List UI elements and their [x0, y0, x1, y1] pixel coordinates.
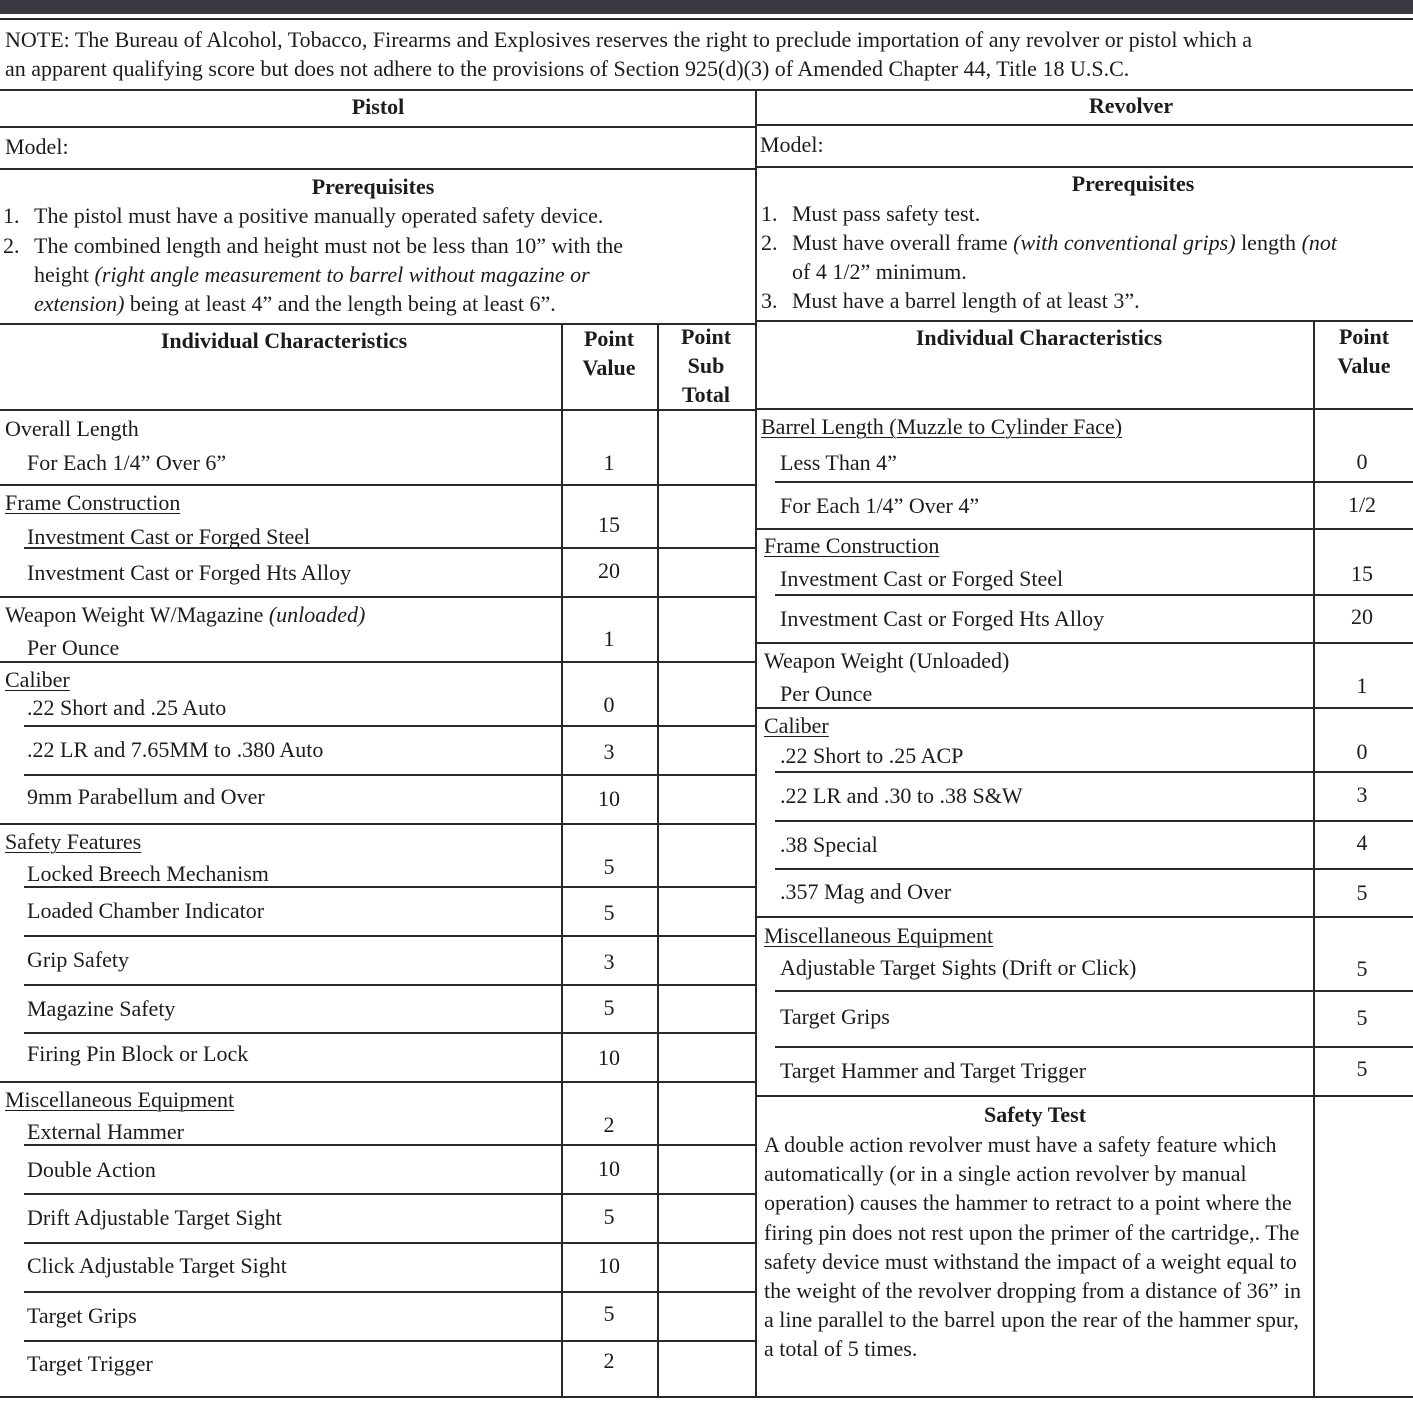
rule	[0, 323, 755, 325]
revolver-misc-equipment: Miscellaneous Equipment	[764, 923, 994, 948]
revolver-frame-construction: Frame Construction	[764, 533, 940, 558]
pistol-model-label: Model:	[5, 134, 69, 159]
pistol-safety-2: Loaded Chamber Indicator	[27, 898, 265, 923]
pistol-misc-1-value: 2	[603, 1112, 615, 1137]
rule	[0, 823, 755, 825]
pistol-caliber: Caliber	[5, 667, 70, 692]
header-rule	[0, 18, 1413, 20]
rule	[0, 168, 755, 170]
pistol-misc-4-value: 10	[598, 1253, 620, 1278]
revolver-cal-2: .22 LR and .30 to .38 S&W	[780, 783, 1023, 808]
pistol-misc-5-value: 5	[603, 1301, 615, 1326]
pistol-cal-3: 9mm Parabellum and Over	[27, 784, 265, 809]
revolver-frame-1-value: 15	[1351, 561, 1373, 586]
header-bar	[0, 0, 1413, 14]
rule	[24, 935, 755, 937]
pistol-misc-2: Double Action	[27, 1157, 156, 1182]
revolver-cal-2-value: 3	[1356, 782, 1368, 807]
revolver-frame-2-value: 20	[1351, 604, 1373, 629]
pistol-misc-equipment: Miscellaneous Equipment	[5, 1087, 235, 1112]
rule	[0, 409, 755, 411]
revolver-misc-1: Adjustable Target Sights (Drift or Click)	[780, 955, 1137, 980]
revolver-col-characteristics: Individual Characteristics	[915, 325, 1163, 350]
rule	[755, 528, 1413, 530]
rule	[755, 166, 1413, 168]
revolver-misc-1-value: 5	[1356, 956, 1368, 981]
revolver-prereq-2-num: 2.	[761, 230, 778, 255]
rule	[0, 596, 755, 598]
pistol-inv-steel: Investment Cast or Forged Steel	[27, 524, 311, 549]
revolver-cal-1-value: 0	[1356, 739, 1368, 764]
rule	[24, 1340, 755, 1342]
pistol-misc-2-value: 10	[598, 1156, 620, 1181]
rule	[24, 774, 755, 776]
pistol-misc-5: Target Grips	[27, 1303, 137, 1328]
pistol-safety-4: Magazine Safety	[27, 996, 176, 1021]
revolver-cal-4-value: 5	[1356, 880, 1368, 905]
rule	[0, 1081, 755, 1083]
rule	[775, 1046, 1413, 1048]
pistol-cal-2: .22 LR and 7.65MM to .380 Auto	[27, 737, 324, 762]
rule	[755, 1095, 1413, 1097]
rule	[755, 916, 1413, 918]
pistol-col-point-1: Point	[583, 326, 635, 351]
pistol-prereq-2: The combined length and height must not be less than 10” with the	[34, 233, 623, 258]
revolver-barrel-1-value: 0	[1356, 449, 1368, 474]
revolver-frame-2: Investment Cast or Forged Hts Alloy	[780, 606, 1105, 631]
rule	[24, 1032, 755, 1034]
rule	[755, 707, 1413, 709]
pistol-col-sub-2: Sub	[687, 353, 725, 378]
pistol-col-point-2: Value	[582, 355, 636, 380]
revolver-prereq-1: Must pass safety test.	[792, 201, 981, 226]
revolver-misc-2: Target Grips	[780, 1004, 890, 1029]
revolver-per-ounce: Per Ounce	[780, 681, 873, 706]
revolver-prereq-3-num: 3.	[761, 288, 778, 313]
pistol-misc-3: Drift Adjustable Target Sight	[27, 1205, 282, 1230]
rule	[0, 484, 755, 486]
col-divider	[1313, 1097, 1315, 1398]
revolver-prereq-2: Must have overall frame (with conventional grips) length (not	[792, 230, 1338, 255]
revolver-cal-3-value: 4	[1356, 830, 1368, 855]
pistol-prereq-1: The pistol must have a positive manually operated safety device.	[34, 203, 604, 228]
rule	[775, 481, 1413, 483]
pistol-safety-5-value: 10	[598, 1045, 620, 1070]
pistol-prereq-2-num: 2.	[3, 233, 20, 258]
revolver-misc-3-value: 5	[1356, 1056, 1368, 1081]
revolver-cal-4: .357 Mag and Over	[780, 879, 952, 904]
rule	[0, 89, 1413, 91]
rule	[775, 990, 1413, 992]
revolver-safety-test-title: Safety Test	[983, 1102, 1087, 1127]
revolver-barrel-2-value: 1/2	[1347, 492, 1377, 517]
rule	[24, 725, 755, 727]
pistol-col-sub-1: Point	[680, 324, 732, 349]
revolver-cal-3: .38 Special	[780, 832, 878, 857]
pistol-prereq-2-line3: extension) being at least 4” and the length being at least 6”.	[34, 291, 556, 316]
revolver-per-ounce-value: 1	[1356, 673, 1368, 698]
rule	[775, 594, 1413, 596]
revolver-weight: Weapon Weight (Unloaded)	[764, 648, 1010, 673]
revolver-model-label: Model:	[760, 132, 824, 157]
pistol-misc-6-value: 2	[603, 1348, 615, 1373]
rule	[775, 868, 1413, 870]
revolver-prereq-3: Must have a barrel length of at least 3”.	[792, 288, 1140, 313]
pistol-title: Pistol	[351, 94, 405, 119]
pistol-misc-6: Target Trigger	[27, 1351, 153, 1376]
pistol-safety-1-value: 5	[603, 854, 615, 879]
pistol-safety-3: Grip Safety	[27, 947, 130, 972]
rule	[755, 124, 1413, 126]
note-line-1: NOTE: The Bureau of Alcohol, Tobacco, Firearms and Explosives reserves the right to preclude importation of any revolver or pistol which a	[5, 27, 1253, 52]
revolver-prereq-2-line2: of 4 1/2” minimum.	[792, 259, 967, 284]
pistol-weight: Weapon Weight W/Magazine (unloaded)	[5, 602, 366, 627]
pistol-each-quarter: For Each 1/4” Over 6”	[27, 450, 227, 475]
pistol-per-ounce: Per Ounce	[27, 635, 120, 660]
revolver-col-point-2: Value	[1337, 353, 1391, 378]
revolver-barrel-length: Barrel Length (Muzzle to Cylinder Face)	[761, 414, 1123, 439]
pistol-inv-steel-value: 15	[598, 512, 620, 537]
revolver-prereq-title: Prerequisites	[1071, 171, 1195, 196]
revolver-misc-3: Target Hammer and Target Trigger	[780, 1058, 1087, 1083]
revolver-title: Revolver	[1088, 93, 1174, 118]
rule	[24, 1242, 755, 1244]
pistol-cal-1: .22 Short and .25 Auto	[27, 695, 227, 720]
pistol-safety-4-value: 5	[603, 995, 615, 1020]
pistol-overall-length: Overall Length	[5, 416, 139, 441]
revolver-safety-test-text: A double action revolver must have a safety feature which automatically (or in a single action revolver by manual operation) causes the hammer to retract to a point where the firing pin does not rest upon the primer of the cartridge,. The safety device must withstand the impact of a weight equal to the weight of the revolver dropping from a distance of 36” in a line parallel to the barrel upon the rear of the hammer spur, a total of 5 times.	[764, 1132, 1302, 1362]
pistol-cal-3-value: 10	[598, 786, 620, 811]
note-line-2: an apparent qualifying score but does not adhere to the provisions of Section 925(d)(3) of Amended Chapter 44, Title 18 U.S.C.	[5, 56, 1130, 81]
rule	[0, 126, 755, 128]
pistol-prereq-1-num: 1.	[3, 203, 20, 228]
rule	[775, 771, 1413, 773]
pistol-frame-construction: Frame Construction	[5, 490, 181, 515]
rule	[24, 984, 755, 986]
rule	[0, 661, 755, 663]
pistol-safety-3-value: 3	[603, 949, 615, 974]
pistol-misc-4: Click Adjustable Target Sight	[27, 1253, 287, 1278]
pistol-cal-1-value: 0	[603, 692, 615, 717]
pistol-safety-5: Firing Pin Block or Lock	[27, 1041, 249, 1066]
pistol-misc-3-value: 5	[603, 1204, 615, 1229]
revolver-barrel-2: For Each 1/4” Over 4”	[780, 493, 980, 518]
pistol-misc-1: External Hammer	[27, 1119, 184, 1144]
pistol-prereq-title: Prerequisites	[311, 174, 435, 199]
pistol-safety-features: Safety Features	[5, 829, 142, 854]
pistol-col-sub-3: Total	[681, 382, 731, 407]
rule	[775, 820, 1413, 822]
rule	[755, 642, 1413, 644]
revolver-col-point-1: Point	[1338, 324, 1390, 349]
revolver-barrel-1: Less Than 4”	[780, 450, 897, 475]
revolver-misc-2-value: 5	[1356, 1005, 1368, 1030]
pistol-per-ounce-value: 1	[603, 626, 615, 651]
revolver-caliber: Caliber	[764, 713, 829, 738]
pistol-inv-alloy: Investment Cast or Forged Hts Alloy	[27, 560, 352, 585]
pistol-each-quarter-value: 1	[603, 450, 615, 475]
revolver-frame-1: Investment Cast or Forged Steel	[780, 566, 1064, 591]
revolver-cal-1: .22 Short to .25 ACP	[780, 743, 964, 768]
rule	[24, 1291, 755, 1293]
pistol-col-characteristics: Individual Characteristics	[160, 328, 408, 353]
pistol-inv-alloy-value: 20	[598, 558, 620, 583]
pistol-safety-1: Locked Breech Mechanism	[27, 861, 269, 886]
revolver-prereq-1-num: 1.	[761, 201, 778, 226]
pistol-cal-2-value: 3	[603, 739, 615, 764]
rule	[24, 1193, 755, 1195]
center-divider	[755, 89, 757, 1398]
rule	[0, 1396, 1413, 1398]
pistol-safety-2-value: 5	[603, 900, 615, 925]
pistol-prereq-2-line2: height (right angle measurement to barrel without magazine or	[34, 262, 590, 287]
